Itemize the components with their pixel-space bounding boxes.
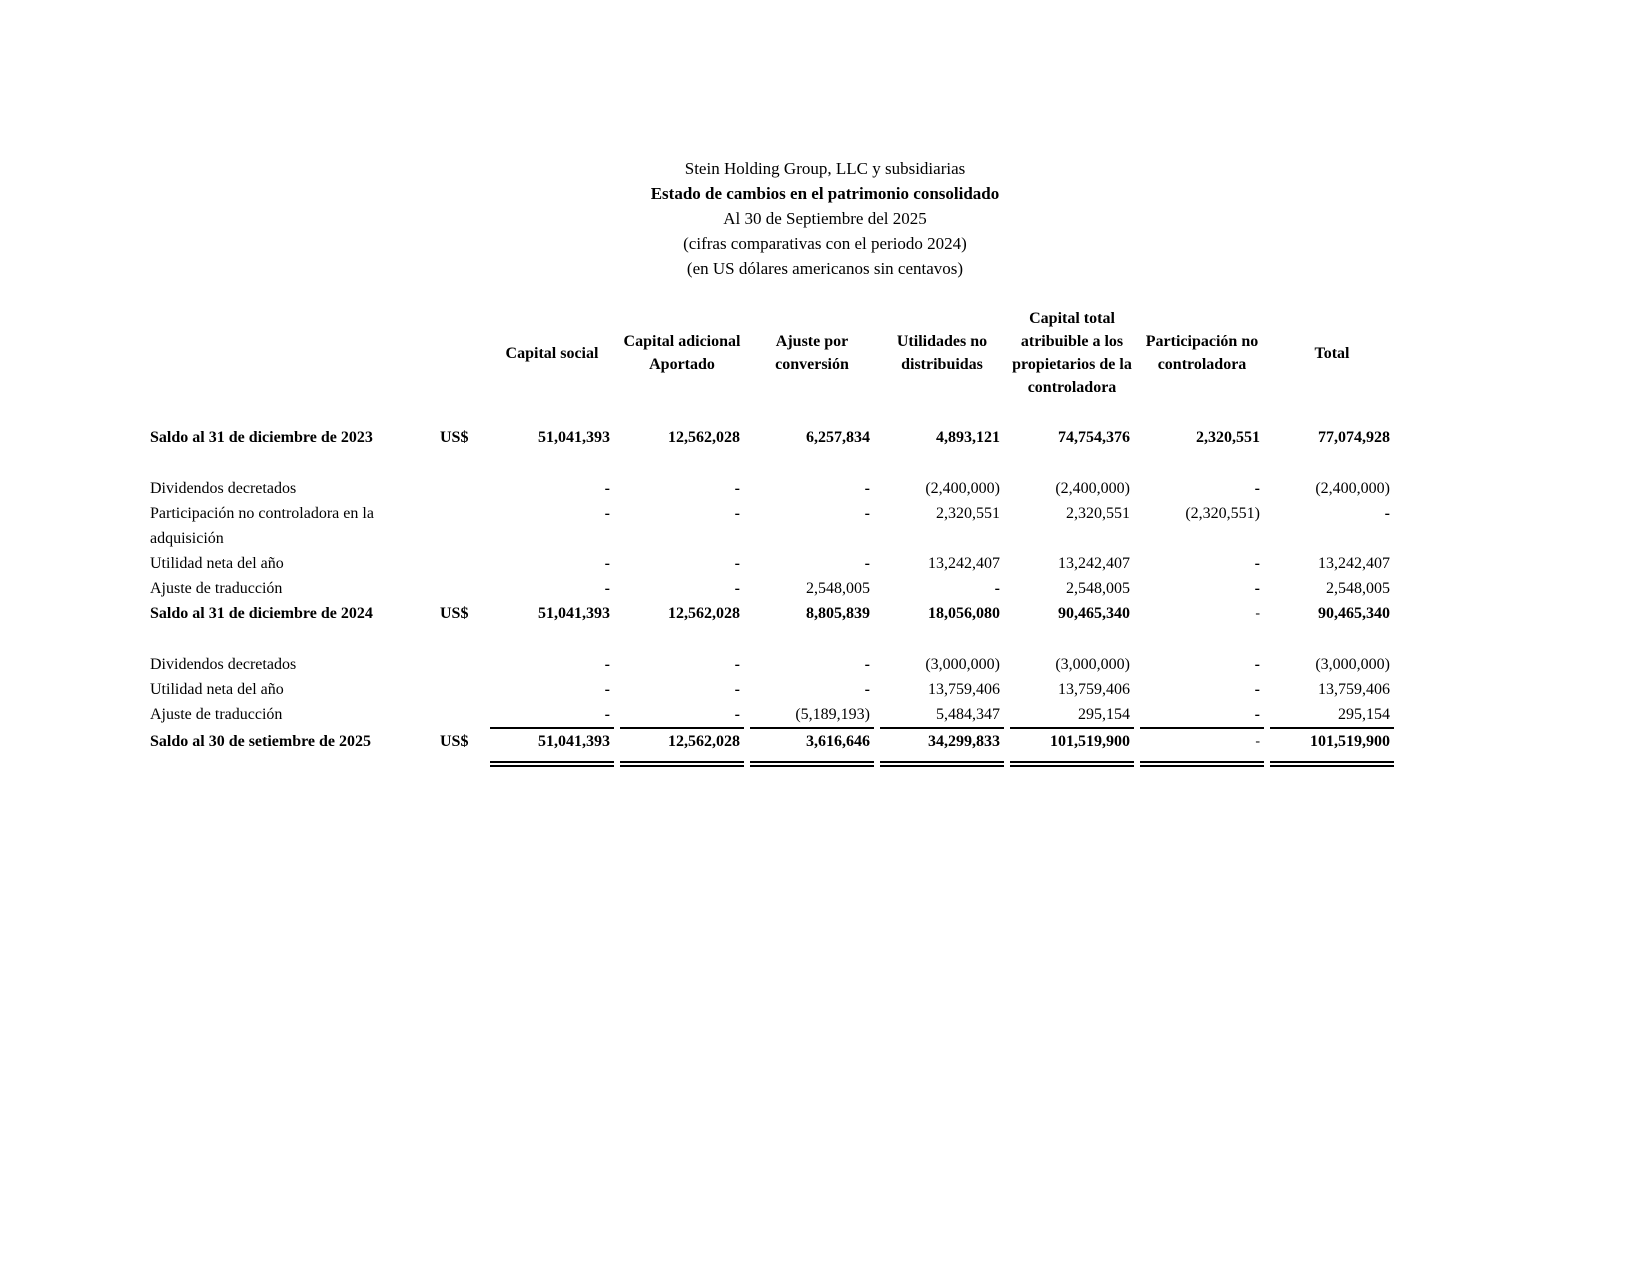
value-cell: 6,257,834: [806, 429, 870, 446]
statement-title: Estado de cambios en el patrimonio consolidado: [650, 184, 1000, 203]
value-cell: 8,805,839: [806, 605, 870, 622]
value-cell: 34,299,833: [880, 729, 1004, 767]
col-header-capital-adicional: Capital adicional Aportado: [623, 333, 741, 373]
table-row: [150, 677, 1394, 702]
value-cell: -: [864, 681, 870, 698]
value-cell: -: [734, 480, 740, 497]
col-header-ajuste-conversion: Ajuste por conversión: [775, 333, 849, 373]
table-row: [150, 702, 1394, 729]
value-cell: (3,000,000): [925, 656, 1000, 673]
currency-note: (en US dólares americanos sin centavos): [686, 259, 964, 278]
table-row: [150, 729, 1394, 767]
row-label: Saldo al 31 de diciembre de 2024: [150, 605, 373, 622]
row-label: Ajuste de traducción: [150, 580, 283, 597]
comparative-note: (cifras comparativas con el periodo 2024): [683, 234, 967, 253]
value-cell: 101,519,900: [1270, 729, 1394, 767]
table-row: [150, 601, 1394, 626]
value-cell: -: [1254, 580, 1260, 597]
col-header-participacion-no-controladora: Participación no controladora: [1145, 333, 1259, 373]
equity-table: [144, 307, 1400, 767]
value-cell: 13,242,407: [928, 555, 1000, 572]
value-cell: -: [490, 702, 614, 729]
value-cell: -: [1254, 656, 1260, 673]
value-cell: 13,242,407: [1058, 555, 1130, 572]
value-cell: (2,320,551): [1185, 505, 1260, 522]
statement-date: Al 30 de Septiembre del 2025: [723, 209, 927, 228]
value-cell: -: [734, 656, 740, 673]
document-header: [275, 156, 1375, 281]
value-cell: 12,562,028: [668, 605, 740, 622]
value-cell: 51,041,393: [490, 729, 614, 767]
equity-table-header: [150, 307, 1394, 399]
currency-symbol: [440, 702, 484, 729]
value-cell: -: [620, 702, 744, 729]
spacer-row: [150, 626, 1394, 652]
currency-symbol: [440, 652, 484, 677]
spacer-cell: [150, 450, 1394, 476]
table-row: [150, 501, 1394, 551]
value-cell: 77,074,928: [1318, 429, 1390, 446]
value-cell: 101,519,900: [1010, 729, 1134, 767]
row-label: Saldo al 31 de diciembre de 2023: [150, 429, 373, 446]
value-cell: (3,000,000): [1055, 656, 1130, 673]
value-cell: -: [734, 555, 740, 572]
value-cell: 13,759,406: [928, 681, 1000, 698]
value-cell: -: [994, 580, 1000, 597]
value-cell: 13,759,406: [1318, 681, 1390, 698]
value-cell: (2,400,000): [1315, 480, 1390, 497]
row-label: Utilidad neta del año: [150, 555, 284, 572]
value-cell: -: [604, 656, 610, 673]
spacer-cell: [150, 626, 1394, 652]
row-label: Ajuste de traducción: [150, 706, 283, 723]
value-cell: -: [734, 505, 740, 522]
col-header-capital-social: Capital social: [505, 344, 599, 362]
value-cell: 5,484,347: [880, 702, 1004, 729]
value-cell: -: [1255, 606, 1260, 621]
currency-symbol: [440, 476, 484, 501]
currency-symbol: US$: [440, 605, 469, 622]
equity-table-body: [150, 399, 1394, 767]
value-cell: 13,759,406: [1058, 681, 1130, 698]
col-header-utilidades-no-distribuidas: Utilidades no distribuidas: [896, 333, 988, 373]
value-cell: 3,616,646: [750, 729, 874, 767]
value-cell: 18,056,080: [928, 605, 1000, 622]
value-cell: 2,548,005: [1326, 580, 1390, 597]
value-cell: 51,041,393: [538, 605, 610, 622]
table-row: [150, 551, 1394, 576]
col-header-capital-total-controladora: Capital total atribuible a los propietarios de la controladora: [1012, 310, 1132, 396]
currency-symbol: [440, 501, 484, 551]
value-cell: 13,242,407: [1318, 555, 1390, 572]
value-cell: -: [604, 555, 610, 572]
value-cell: 90,465,340: [1318, 605, 1390, 622]
value-cell: -: [604, 580, 610, 597]
value-cell: 74,754,376: [1058, 429, 1130, 446]
value-cell: -: [1140, 702, 1264, 729]
col-header-total: Total: [1314, 344, 1350, 362]
value-cell: (5,189,193): [750, 702, 874, 729]
spacer-cell: [150, 399, 1394, 425]
value-cell: 12,562,028: [668, 429, 740, 446]
value-cell: 2,320,551: [1066, 505, 1130, 522]
currency-symbol: [440, 551, 484, 576]
table-row: [150, 425, 1394, 450]
value-cell: (2,400,000): [925, 480, 1000, 497]
value-cell: -: [604, 480, 610, 497]
currency-symbol: US$: [440, 429, 469, 446]
value-cell: -: [1254, 555, 1260, 572]
value-cell: 2,320,551: [1196, 429, 1260, 446]
spacer-row: [150, 399, 1394, 425]
currency-symbol: [440, 677, 484, 702]
currency-symbol: US$: [440, 733, 469, 750]
row-label: Dividendos decretados: [150, 480, 297, 497]
row-label: Utilidad neta del año: [150, 681, 284, 698]
value-cell: 51,041,393: [538, 429, 610, 446]
table-row: [150, 576, 1394, 601]
spacer-row: [150, 450, 1394, 476]
company-name: Stein Holding Group, LLC y subsidiarias: [684, 159, 966, 178]
value-cell: -: [864, 505, 870, 522]
value-cell: 2,548,005: [806, 580, 870, 597]
value-cell: -: [1140, 729, 1264, 767]
value-cell: 2,320,551: [936, 505, 1000, 522]
value-cell: -: [604, 681, 610, 698]
row-label: Dividendos decretados: [150, 656, 297, 673]
value-cell: -: [1254, 480, 1260, 497]
currency-symbol: [440, 576, 484, 601]
value-cell: (2,400,000): [1055, 480, 1130, 497]
value-cell: -: [734, 681, 740, 698]
value-cell: 90,465,340: [1058, 605, 1130, 622]
value-cell: 4,893,121: [936, 429, 1000, 446]
value-cell: (3,000,000): [1315, 656, 1390, 673]
row-label: Participación no controladora en la adquisición: [150, 505, 374, 547]
value-cell: 295,154: [1270, 702, 1394, 729]
col-header-empty-label: [150, 307, 434, 399]
value-cell: -: [864, 656, 870, 673]
value-cell: -: [1384, 505, 1390, 522]
value-cell: 2,548,005: [1066, 580, 1130, 597]
value-cell: 295,154: [1010, 702, 1134, 729]
value-cell: 12,562,028: [620, 729, 744, 767]
table-row: [150, 652, 1394, 677]
value-cell: -: [864, 555, 870, 572]
value-cell: -: [734, 580, 740, 597]
row-label: Saldo al 30 de setiembre de 2025: [150, 733, 372, 750]
column-header-row: [150, 307, 1394, 399]
table-row: [150, 476, 1394, 501]
value-cell: -: [864, 480, 870, 497]
value-cell: -: [1254, 681, 1260, 698]
value-cell: -: [604, 505, 610, 522]
col-header-empty-currency: [440, 307, 484, 399]
